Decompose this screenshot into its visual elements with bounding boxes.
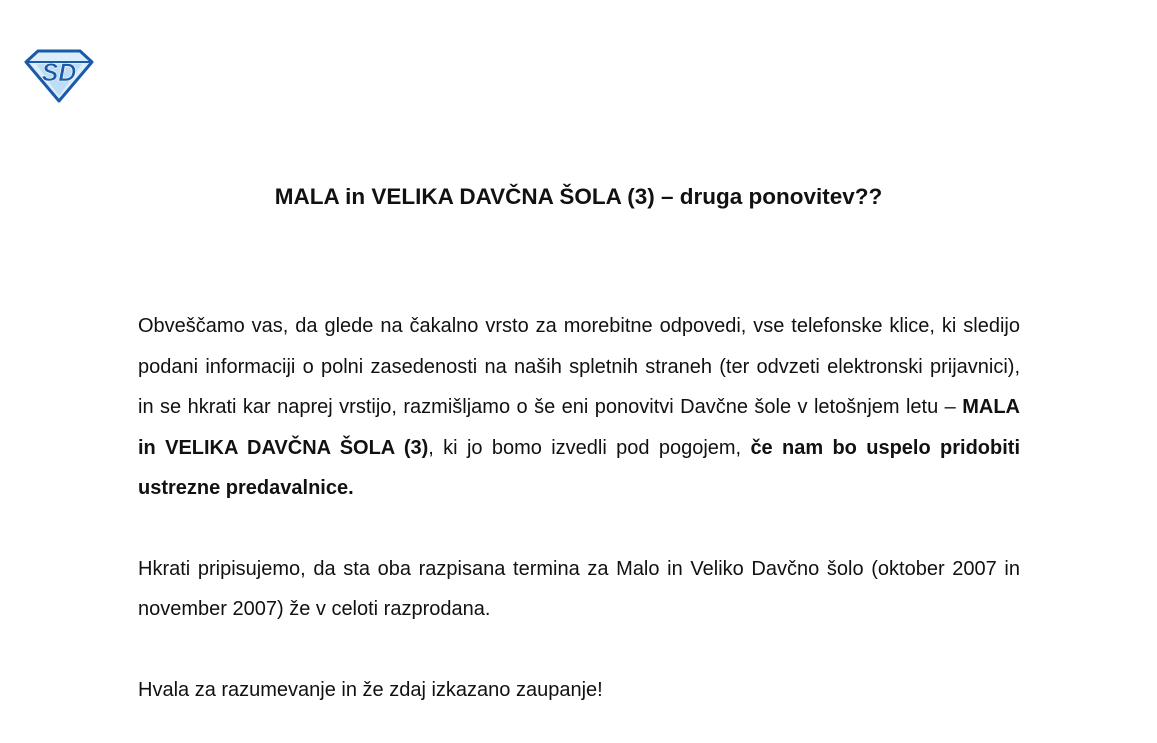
document-body [138,306,1020,710]
announcement-text: Obveščamo vas, da glede na čakalno vrsto za morebitne odpovedi, vse telefonske klice, ki sledijo podani informaciji o polni zasedenosti na naših spletnih straneh (ter odvzeti elektronski prijavnici), in se hkrati kar naprej vrstijo, razmišljamo o še eni ponovitvi Davčne šole v letošnjem letu – [138,315,1020,418]
company-logo [22,48,96,104]
announcement-condition-text: , ki jo bomo izvedli pod pogojem, [428,436,751,459]
paragraph-sold-out: Hkrati pripisujemo, da sta oba razpisana termina za Malo in Veliko Davčno šolo (oktober 2007 in november 2007) že v celoti razprodana. [138,557,1020,620]
paragraph-announcement [138,306,1020,509]
announcement-event-name: MALA in VELIKA DAVČNA ŠOLA (3) [138,396,1020,459]
paragraph-thanks: Hvala za razumevanje in že zdaj izkazano zaupanje! [138,678,603,701]
announcement-condition-emphasis: če nam bo uspelo pridobiti ustrezne predavalnice. [138,436,1021,499]
svg-text:SD: SD [41,59,77,87]
document-title: MALA in VELIKA DAVČNA ŠOLA (3) – druga ponovitev?? [274,184,883,209]
